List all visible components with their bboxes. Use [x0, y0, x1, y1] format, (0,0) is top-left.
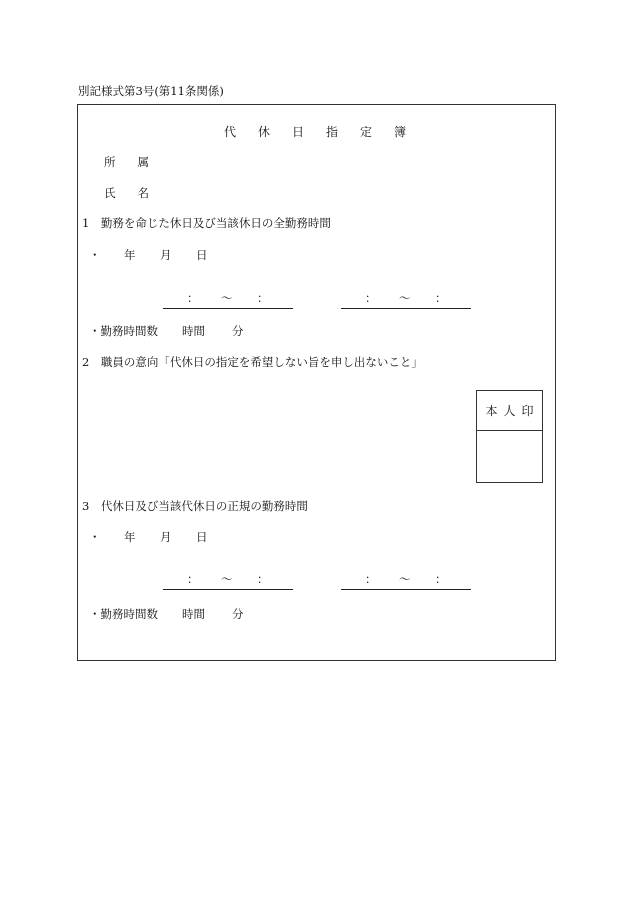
section1-day-label: 日 [196, 248, 208, 262]
section2-heading: 2 職員の意向「代休日の指定を希望しない旨を申し出ないこと」 [82, 355, 423, 369]
time-sep: ： [187, 572, 199, 586]
section1-hours-unit: 時間 [182, 324, 205, 338]
seal-label: 本人印 [477, 391, 542, 431]
section3-time-range-1 [163, 572, 293, 590]
section1-heading: 1 勤務を命じた休日及び当該休日の全勤務時間 [82, 216, 331, 230]
time-sep: ： [435, 291, 447, 305]
section1-year-label: 年 [124, 248, 136, 262]
section1-hours-label: ・勤務時間数 [89, 324, 158, 338]
time-sep: ： [257, 291, 269, 305]
section3-time-range-2 [341, 572, 471, 590]
time-range-mark: 〜 [399, 572, 411, 586]
section3-date-bullet: ・ [89, 530, 101, 544]
time-sep: ： [365, 572, 377, 586]
section3-hours-unit: 時間 [182, 607, 205, 621]
section1-month-label: 月 [160, 248, 172, 262]
section1-time-range-1 [163, 291, 293, 309]
time-sep: ： [365, 291, 377, 305]
section3-day-label: 日 [196, 530, 208, 544]
form-caption: 別記様式第3号(第11条関係) [78, 84, 224, 98]
time-sep: ： [257, 572, 269, 586]
section1-date-bullet: ・ [89, 248, 101, 262]
time-range-mark: 〜 [221, 291, 233, 305]
section3-year-label: 年 [124, 530, 136, 544]
time-range-mark: 〜 [221, 572, 233, 586]
section3-hours-label: ・勤務時間数 [89, 607, 158, 621]
affiliation-label: 所属 [104, 155, 171, 169]
form-title: 代休日指定簿 [223, 125, 428, 139]
seal-box [476, 390, 543, 483]
time-sep: ： [187, 291, 199, 305]
section3-month-label: 月 [160, 530, 172, 544]
section3-heading: 3 代休日及び当該代休日の正規の勤務時間 [82, 499, 308, 513]
name-label: 氏名 [104, 186, 171, 200]
time-range-mark: 〜 [399, 291, 411, 305]
section3-minutes-unit: 分 [232, 607, 244, 621]
section1-minutes-unit: 分 [232, 324, 244, 338]
section1-time-range-2 [341, 291, 471, 309]
time-sep: ： [435, 572, 447, 586]
